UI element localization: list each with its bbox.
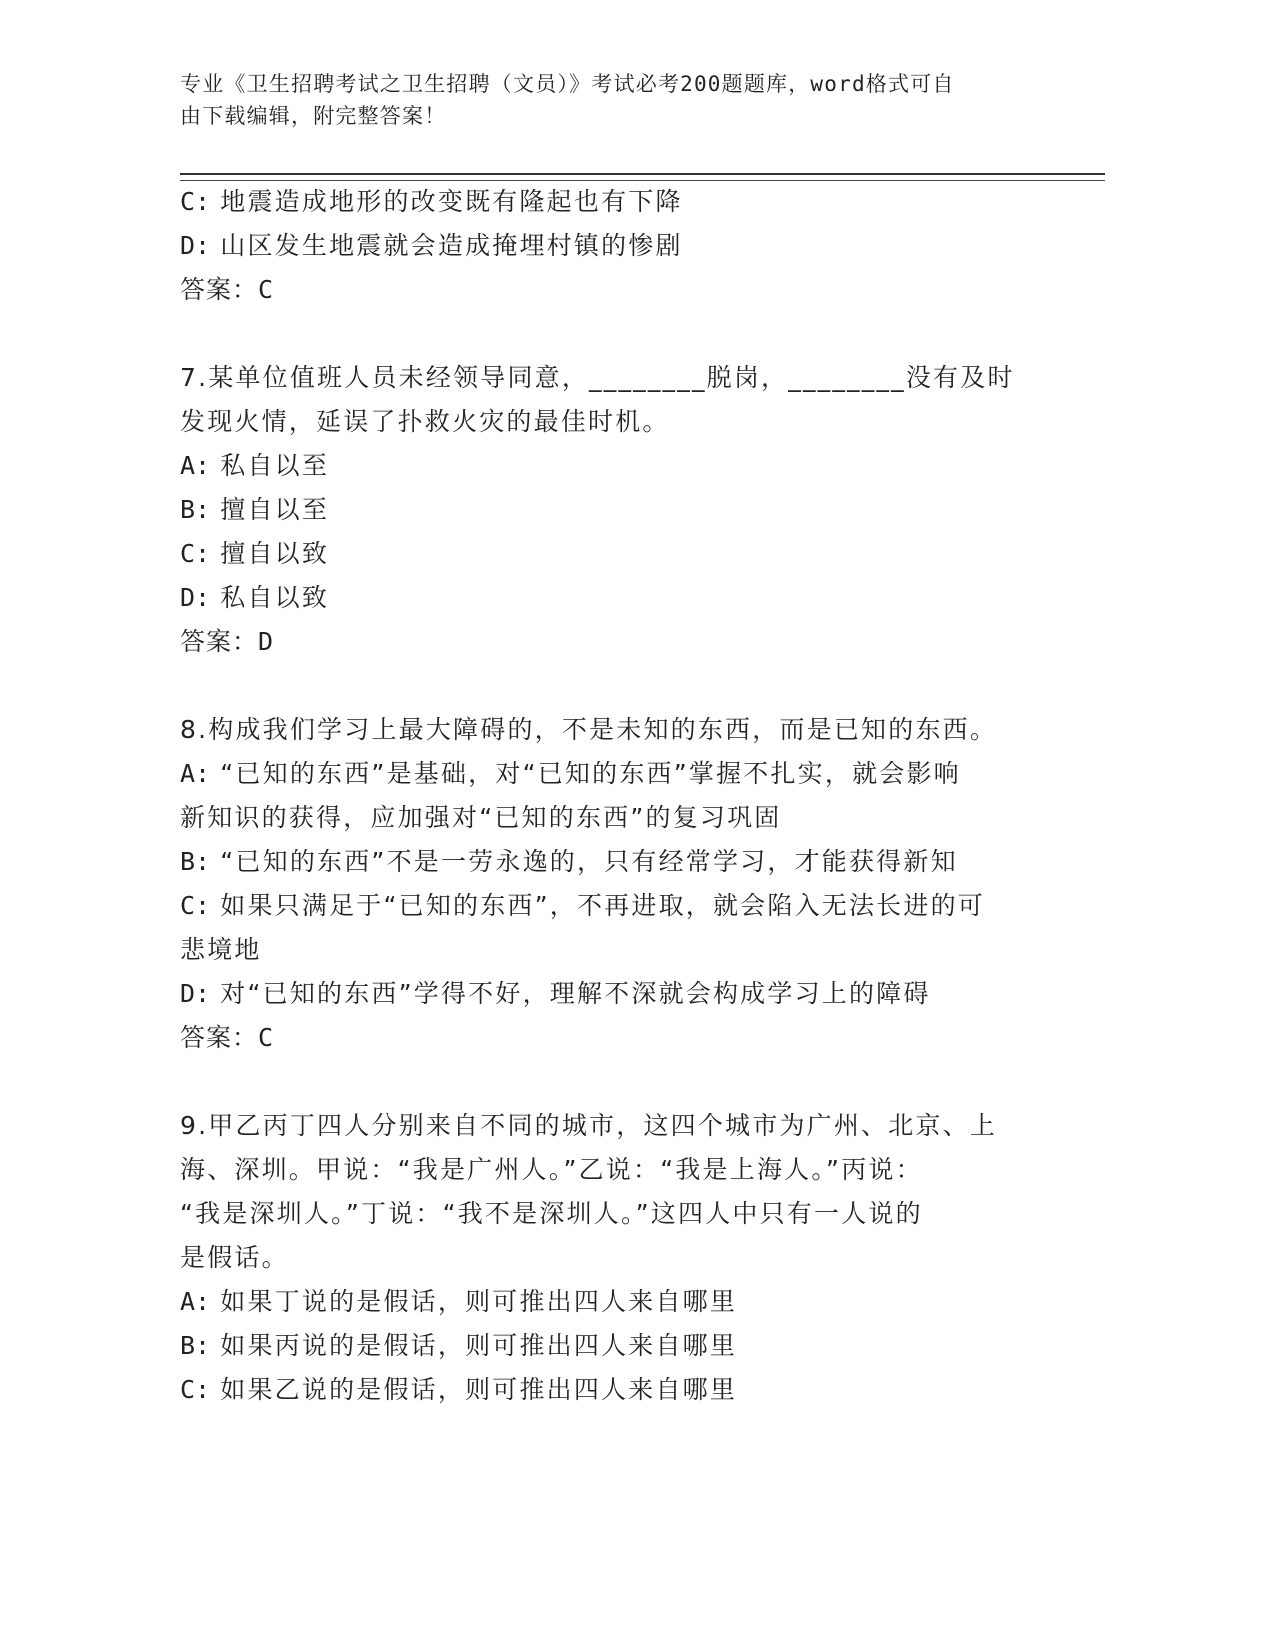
header-rule-thick	[180, 173, 1105, 175]
option-b: B: 擅自以至	[180, 495, 330, 524]
question-9-stem-cont: “我是深圳人。”丁说：“我不是深圳人。”这四人中只有一人说的	[180, 1199, 923, 1228]
option-c: C: 如果只满足于“已知的东西”，不再进取，就会陷入无法长进的可	[180, 891, 985, 920]
question-7-stem-cont: 发现火情，延误了扑救火灾的最佳时机。	[180, 407, 670, 436]
answer-line: 答案：C	[180, 275, 275, 304]
question-9-stem-cont: 海、深圳。甲说：“我是广州人。”乙说：“我是上海人。”丙说：	[180, 1155, 923, 1184]
option-b: B: 如果丙说的是假话，则可推出四人来自哪里	[180, 1331, 738, 1360]
answer-line: 答案：D	[180, 627, 275, 656]
option-a-cont: 新知识的获得，应加强对“已知的东西”的复习巩固	[180, 803, 782, 832]
question-9-stem: 9.甲乙丙丁四人分别来自不同的城市，这四个城市为广州、北京、上	[180, 1111, 998, 1140]
question-7-stem: 7.某单位值班人员未经领导同意，________脱岗，________没有及时	[180, 363, 1015, 392]
option-a: A: “已知的东西”是基础，对“已知的东西”掌握不扎实，就会影响	[180, 759, 961, 788]
option-a: A: 私自以至	[180, 451, 330, 480]
option-a: A: 如果丁说的是假话，则可推出四人来自哪里	[180, 1287, 738, 1316]
option-c-cont: 悲境地	[180, 935, 262, 964]
question-9-stem-cont: 是假话。	[180, 1243, 289, 1272]
answer-line: 答案：C	[180, 1023, 275, 1052]
option-c: C: 擅自以致	[180, 539, 330, 568]
option-d: D: 山区发生地震就会造成掩埋村镇的惨剧	[180, 231, 683, 260]
option-b: B: “已知的东西”不是一劳永逸的，只有经常学习，才能获得新知	[180, 847, 958, 876]
document-header	[180, 68, 1060, 132]
option-d: D: 对“已知的东西”学得不好，理解不深就会构成学习上的障碍	[180, 979, 931, 1008]
question-8-stem: 8.构成我们学习上最大障碍的，不是未知的东西，而是已知的东西。	[180, 715, 998, 744]
option-d: D: 私自以致	[180, 583, 330, 612]
option-c: C: 地震造成地形的改变既有隆起也有下降	[180, 187, 683, 216]
option-c: C: 如果乙说的是假话，则可推出四人来自哪里	[180, 1375, 738, 1404]
header-line-1: 专业《卫生招聘考试之卫生招聘（文员）》考试必考200题题库，word格式可自	[180, 72, 955, 96]
question-content	[180, 180, 1040, 1412]
header-line-2: 由下载编辑，附完整答案！	[180, 104, 447, 128]
